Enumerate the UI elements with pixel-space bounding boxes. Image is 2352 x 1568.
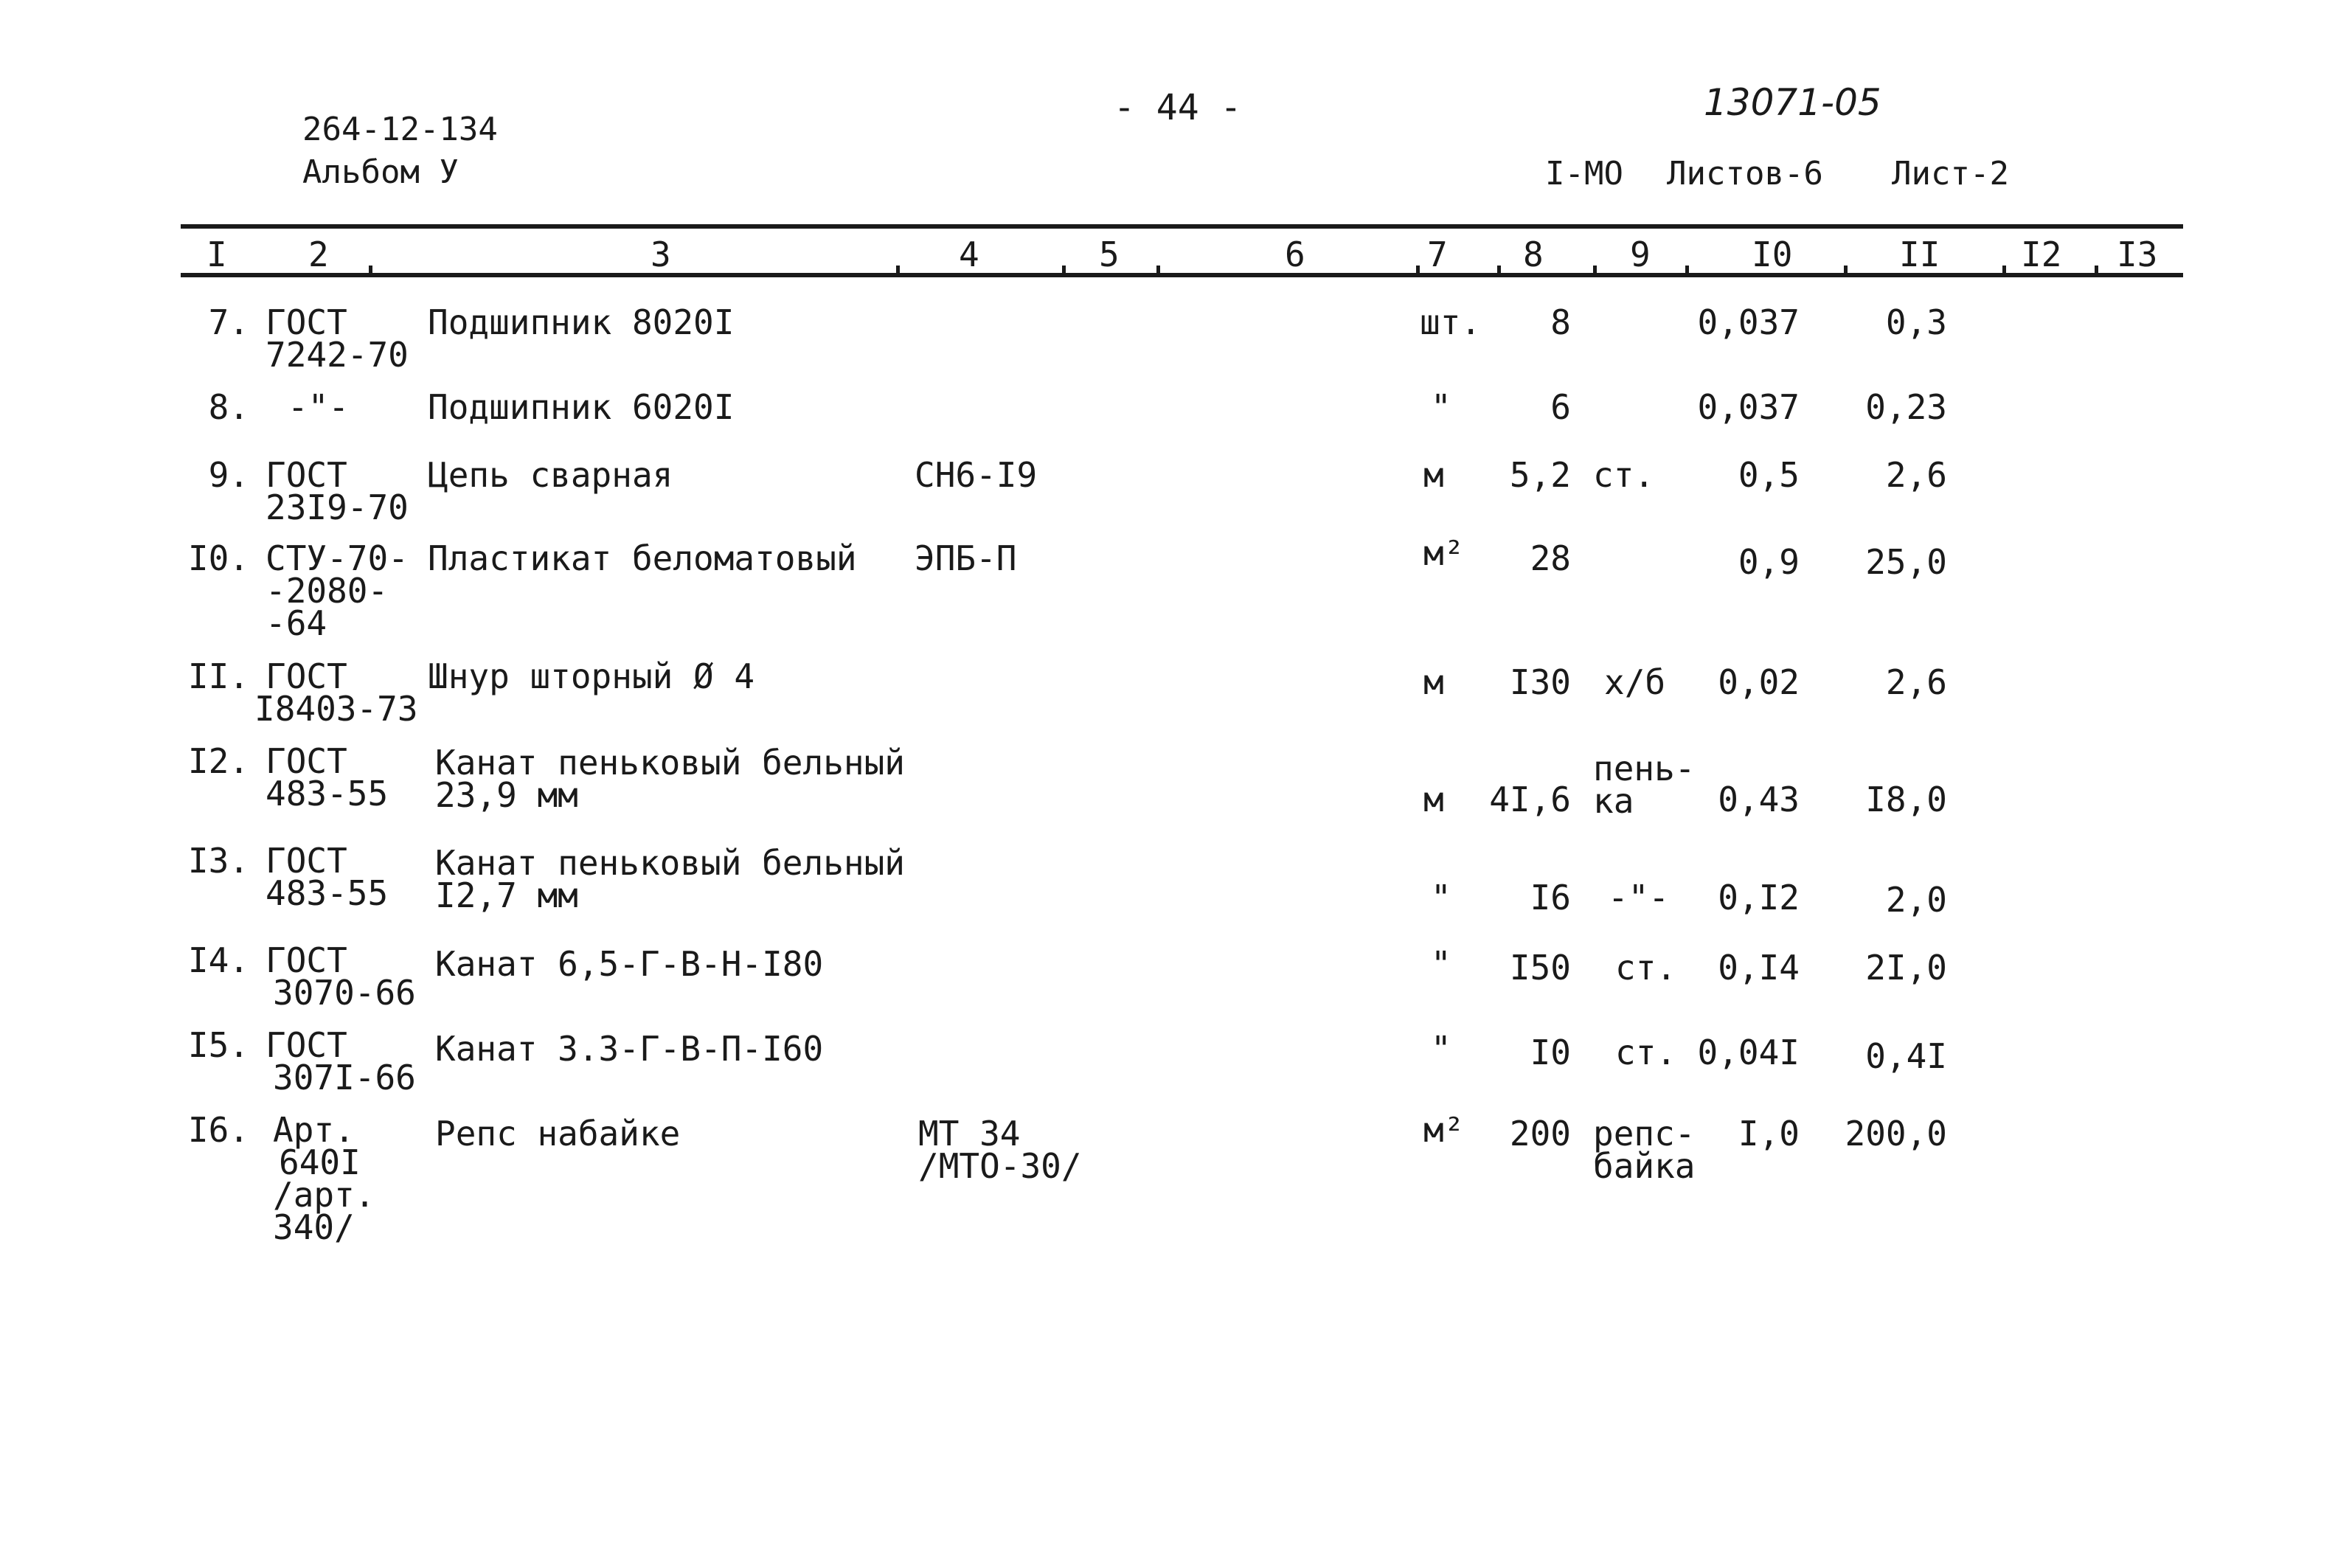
row-name: Репс набайке xyxy=(435,1114,681,1154)
column-number: I2 xyxy=(2021,235,2062,274)
row-quantity: I50 xyxy=(1509,948,1571,988)
column-tick xyxy=(1416,266,1420,276)
column-number: 3 xyxy=(651,235,671,274)
column-number: II xyxy=(1899,235,1940,274)
column-tick xyxy=(1844,266,1848,276)
column-tick xyxy=(896,266,900,276)
column-number: 2 xyxy=(308,235,329,274)
row-material: ст. xyxy=(1593,455,1655,495)
column-tick xyxy=(2095,266,2098,276)
row-quantity: 4I,6 xyxy=(1489,780,1571,819)
column-number: I3 xyxy=(2117,235,2158,274)
row-name: Пластикат беломатовый xyxy=(428,538,857,578)
row-name: Канат 3.3-Г-В-П-I60 xyxy=(435,1029,824,1069)
row-material: -"- xyxy=(1608,878,1670,917)
column-number: 9 xyxy=(1630,235,1651,274)
row-standard: ГОСТ 483-55 xyxy=(266,741,389,814)
row-name: Подшипник 8020I xyxy=(428,302,735,342)
row-total-mass: 0,3 xyxy=(1885,302,1947,342)
row-name: Цепь сварная xyxy=(428,455,673,495)
row-quantity: I30 xyxy=(1509,662,1571,702)
row-standard: СТУ-70- -2080- -64 xyxy=(266,538,409,643)
row-mark: СН6-I9 xyxy=(915,455,1038,495)
row-unit: " xyxy=(1431,1029,1451,1069)
row-standard: Арт. 640I /арт. 340/ xyxy=(273,1110,375,1247)
row-name: Канат пеньковый бельный 23,9 мм xyxy=(435,743,905,815)
row-standard: ГОСТ 483-55 xyxy=(266,841,389,913)
row-total-mass: 25,0 xyxy=(1865,542,1947,582)
row-unit-mass: 0,43 xyxy=(1718,780,1800,819)
row-standard: ГОСТ 307I-66 xyxy=(266,1025,416,1097)
row-name: Шнур шторный Ø 4 xyxy=(428,656,755,696)
column-tick xyxy=(1062,266,1066,276)
sheets-total: Листов-6 xyxy=(1667,155,1823,192)
row-unit-mass: 0,02 xyxy=(1718,662,1800,702)
document-code: 264-12-134 xyxy=(302,111,498,148)
column-number: 7 xyxy=(1427,235,1448,274)
row-unit: м xyxy=(1423,662,1444,702)
row-standard: ГОСТ I8403-73 xyxy=(254,656,418,729)
row-name: Подшипник 6020I xyxy=(428,387,735,427)
row-number: 9. xyxy=(208,455,249,495)
row-number: I0. xyxy=(187,538,249,578)
row-total-mass: 200,0 xyxy=(1845,1114,1947,1154)
row-unit-mass: 0,037 xyxy=(1697,387,1800,427)
row-total-mass: 2I,0 xyxy=(1865,948,1947,988)
row-quantity: 28 xyxy=(1530,538,1571,578)
row-quantity: 200 xyxy=(1509,1114,1571,1154)
column-tick xyxy=(1685,266,1689,276)
column-number: 5 xyxy=(1099,235,1120,274)
row-material: ст. xyxy=(1615,1033,1677,1072)
row-number: I4. xyxy=(187,940,249,980)
row-quantity: 8 xyxy=(1550,302,1571,342)
row-unit: " xyxy=(1431,387,1451,427)
row-unit-mass: 0,037 xyxy=(1697,302,1800,342)
row-standard: -"- xyxy=(288,387,350,427)
row-standard: ГОСТ 23I9-70 xyxy=(266,455,409,527)
album-label: Альбом У xyxy=(302,153,459,191)
row-unit-mass: 0,5 xyxy=(1738,455,1800,495)
row-number: I6. xyxy=(187,1110,249,1150)
row-mark: ЭПБ-П xyxy=(915,538,1017,578)
row-number: II. xyxy=(187,656,249,696)
row-unit: шт. xyxy=(1420,302,1482,342)
column-tick xyxy=(1497,266,1501,276)
row-total-mass: I8,0 xyxy=(1865,780,1947,819)
row-total-mass: 2,6 xyxy=(1885,455,1947,495)
row-unit: " xyxy=(1431,944,1451,984)
row-standard: ГОСТ 3070-66 xyxy=(266,940,416,1013)
table-header-rule xyxy=(181,273,2183,277)
row-number: 7. xyxy=(208,302,249,342)
row-total-mass: 0,23 xyxy=(1865,387,1947,427)
row-quantity: I0 xyxy=(1530,1033,1571,1072)
column-number: 6 xyxy=(1285,235,1305,274)
row-name: Канат 6,5-Г-В-Н-I80 xyxy=(435,944,824,984)
row-unit: м xyxy=(1423,455,1444,495)
column-tick xyxy=(2002,266,2006,276)
column-tick xyxy=(369,266,372,276)
table-top-rule xyxy=(181,224,2183,229)
sheet-number: Лист-2 xyxy=(1892,155,2009,192)
row-unit: " xyxy=(1431,878,1451,917)
column-number: I xyxy=(207,235,227,274)
column-number: 8 xyxy=(1523,235,1544,274)
page-number: - 44 - xyxy=(1114,87,1242,128)
row-unit-mass: 0,04I xyxy=(1697,1033,1800,1072)
row-material: репс- байка xyxy=(1593,1114,1696,1186)
column-number: I0 xyxy=(1752,235,1793,274)
row-material: х/б xyxy=(1604,662,1666,702)
column-tick xyxy=(1593,266,1597,276)
row-unit: м² xyxy=(1423,1110,1465,1150)
row-quantity: I6 xyxy=(1530,878,1571,917)
row-total-mass: 0,4I xyxy=(1865,1036,1947,1076)
row-quantity: 6 xyxy=(1550,387,1571,427)
row-unit: м² xyxy=(1423,533,1465,573)
row-standard: ГОСТ 7242-70 xyxy=(266,302,409,375)
handwritten-mark: 13071-05 xyxy=(1704,81,1881,124)
row-number: I3. xyxy=(187,841,249,881)
row-material: ст. xyxy=(1615,948,1677,988)
row-mark: МТ 34 /МТО-30/ xyxy=(918,1114,1082,1186)
row-unit-mass: 0,9 xyxy=(1738,542,1800,582)
row-total-mass: 2,0 xyxy=(1885,880,1947,920)
row-quantity: 5,2 xyxy=(1509,455,1571,495)
column-tick xyxy=(1156,266,1160,276)
row-unit-mass: I,0 xyxy=(1738,1114,1800,1154)
column-number: 4 xyxy=(959,235,979,274)
row-number: 8. xyxy=(208,387,249,427)
row-number: I5. xyxy=(187,1025,249,1065)
row-unit-mass: 0,I4 xyxy=(1718,948,1800,988)
sheet-mark: I-МО xyxy=(1545,155,1623,192)
row-unit: м xyxy=(1423,780,1444,819)
row-total-mass: 2,6 xyxy=(1885,662,1947,702)
row-material: пень- ка xyxy=(1593,749,1696,821)
row-unit-mass: 0,I2 xyxy=(1718,878,1800,917)
row-number: I2. xyxy=(187,741,249,781)
row-name: Канат пеньковый бельный I2,7 мм xyxy=(435,843,905,915)
